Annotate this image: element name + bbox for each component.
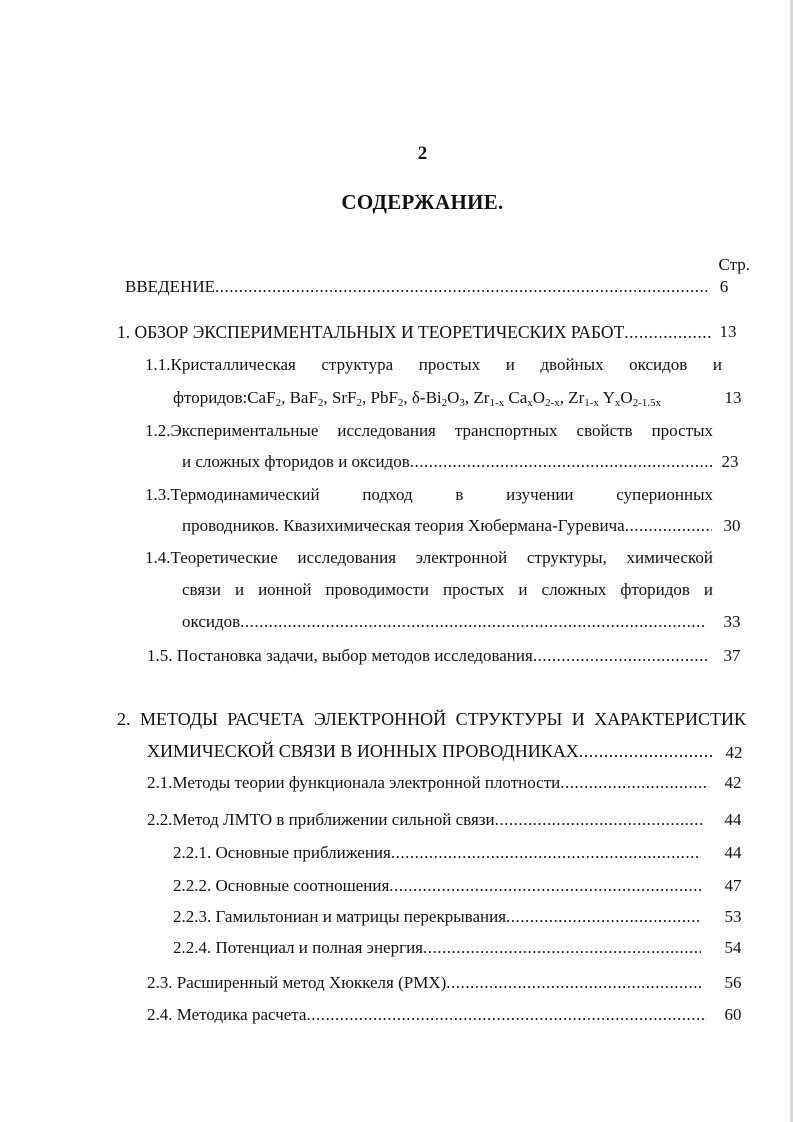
dot-leader <box>240 612 707 632</box>
toc-section-1-4-line3[interactable] <box>182 612 707 632</box>
page-number: 2 <box>417 143 428 164</box>
dot-leader <box>215 277 710 297</box>
toc-entry-label: 2.2.Метод ЛМТО в приближении сильной связи <box>147 810 495 829</box>
toc-section-1-3-line2[interactable] <box>182 516 712 536</box>
toc-entry-label: 2.2.4. Потенциал и полная энергия <box>173 938 423 957</box>
toc-page-number: 60 <box>724 1005 742 1024</box>
toc-section-1-2-line2[interactable] <box>182 452 712 472</box>
toc-section-2-3[interactable] <box>147 973 703 993</box>
toc-entry-label: 1. ОБЗОР ЭКСПЕРИМЕНТАЛЬНЫХ И ТЕОРЕТИЧЕСКИХ РАБОТ <box>117 322 625 342</box>
toc-chapter-1[interactable] <box>117 322 711 342</box>
dot-leader <box>423 938 701 958</box>
toc-page-number: 13 <box>724 388 742 407</box>
toc-page-number: 44 <box>724 843 742 862</box>
dot-leader <box>389 876 701 896</box>
dot-leader <box>391 843 701 863</box>
toc-page-number: 6 <box>719 277 729 296</box>
toc-entry-label: 2.2.1. Основные приближения <box>173 843 391 862</box>
dot-leader <box>533 646 707 666</box>
toc-section-1-4-line1[interactable]: 1.4.Теоретические исследования электронной структуры, химической <box>145 548 713 567</box>
toc-page-number: 30 <box>723 516 741 535</box>
toc-section-1-4-line2[interactable]: связи и ионной проводимости простых и сложных фторидов и <box>182 580 713 599</box>
toc-subsection-2-2-2[interactable] <box>173 876 701 896</box>
toc-entry-label: фторидов:CaF <box>173 388 276 407</box>
toc-page-number: 42 <box>724 773 742 792</box>
toc-entry-label: 2.2.3. Гамильтониан и матрицы перекрывания <box>173 907 507 926</box>
dot-leader <box>624 322 711 342</box>
toc-entry-intro[interactable] <box>125 277 710 297</box>
toc-page-number: 44 <box>724 810 742 829</box>
toc-entry-label: и сложных фторидов и оксидов <box>182 452 410 471</box>
toc-section-1-5[interactable] <box>147 646 707 666</box>
dot-leader <box>560 773 709 793</box>
toc-subsection-2-2-3[interactable] <box>173 907 701 927</box>
toc-section-2-2[interactable] <box>147 810 703 830</box>
dot-leader <box>579 741 713 761</box>
dot-leader <box>625 516 712 536</box>
toc-section-1-1-line1[interactable]: 1.1.Кристаллическая структура простых и двойных оксидов и <box>145 355 722 374</box>
toc-page-number: 56 <box>724 973 742 992</box>
toc-chapter-2-line1[interactable]: 2. МЕТОДЫ РАСЧЕТА ЭЛЕКТРОННОЙ СТРУКТУРЫ И ХАРАКТЕРИСТИК <box>117 709 746 729</box>
toc-page-number: 13 <box>719 322 737 341</box>
toc-chapter-2-line2[interactable] <box>147 741 713 761</box>
toc-entry-label: оксидов <box>182 612 241 631</box>
toc-page-number: 42 <box>725 743 743 762</box>
toc-page-number: 37 <box>723 646 741 665</box>
dot-leader <box>495 810 703 830</box>
toc-section-2-1[interactable] <box>147 773 709 793</box>
toc-page-number: 53 <box>724 907 742 926</box>
dot-leader <box>446 973 703 993</box>
toc-page-number: 23 <box>721 452 739 471</box>
page-title: СОДЕРЖАНИЕ. <box>341 190 504 214</box>
toc-section-2-4[interactable] <box>147 1005 707 1025</box>
toc-entry-label: 2.3. Расширенный метод Хюккеля (РМХ) <box>147 973 447 992</box>
toc-subsection-2-2-4[interactable] <box>173 938 701 958</box>
toc-section-1-1-line2[interactable]: фторидов:CaF$_2$, BaF$_2$, SrF$_2$, PbF$_2$, $\delta-Bi_2O_3$, $Zr_{1-x}$ $Ca_xO_{2-x}$, $Zr_{1-x}$ $Y_xO_{2-1.5x}$ <box>173 388 662 409</box>
toc-section-1-3-line1[interactable]: 1.3.Термодинамический подход в изучении суперионных <box>145 485 713 504</box>
toc-page-number: 33 <box>723 612 741 631</box>
toc-section-1-2-line1[interactable]: 1.2.Экспериментальные исследования транспортных свойств простых <box>145 421 713 440</box>
toc-entry-label: 2.1.Методы теории функционала электронной плотности <box>147 773 561 792</box>
toc-subsection-2-2-1[interactable] <box>173 843 701 863</box>
toc-entry-label: 2.4. Методика расчета <box>147 1005 307 1024</box>
dot-leader <box>410 452 712 472</box>
toc-entry-label: ВВЕДЕНИЕ <box>125 277 215 296</box>
toc-page-number: 47 <box>724 876 742 895</box>
dot-leader <box>506 907 701 927</box>
toc-entry-label: 1.5. Постановка задачи, выбор методов исследования <box>147 646 533 665</box>
dot-leader <box>306 1005 707 1025</box>
toc-entry-label: 2.2.2. Основные соотношения <box>173 876 390 895</box>
page-column-header: Стр. <box>718 255 750 274</box>
toc-entry-label: проводников. Квазихимическая теория Хюбермана-Гуревича <box>182 516 625 535</box>
toc-entry-label: ХИМИЧЕСКОЙ СВЯЗИ В ИОННЫХ ПРОВОДНИКАХ <box>147 741 579 761</box>
toc-page-number: 54 <box>724 938 742 957</box>
